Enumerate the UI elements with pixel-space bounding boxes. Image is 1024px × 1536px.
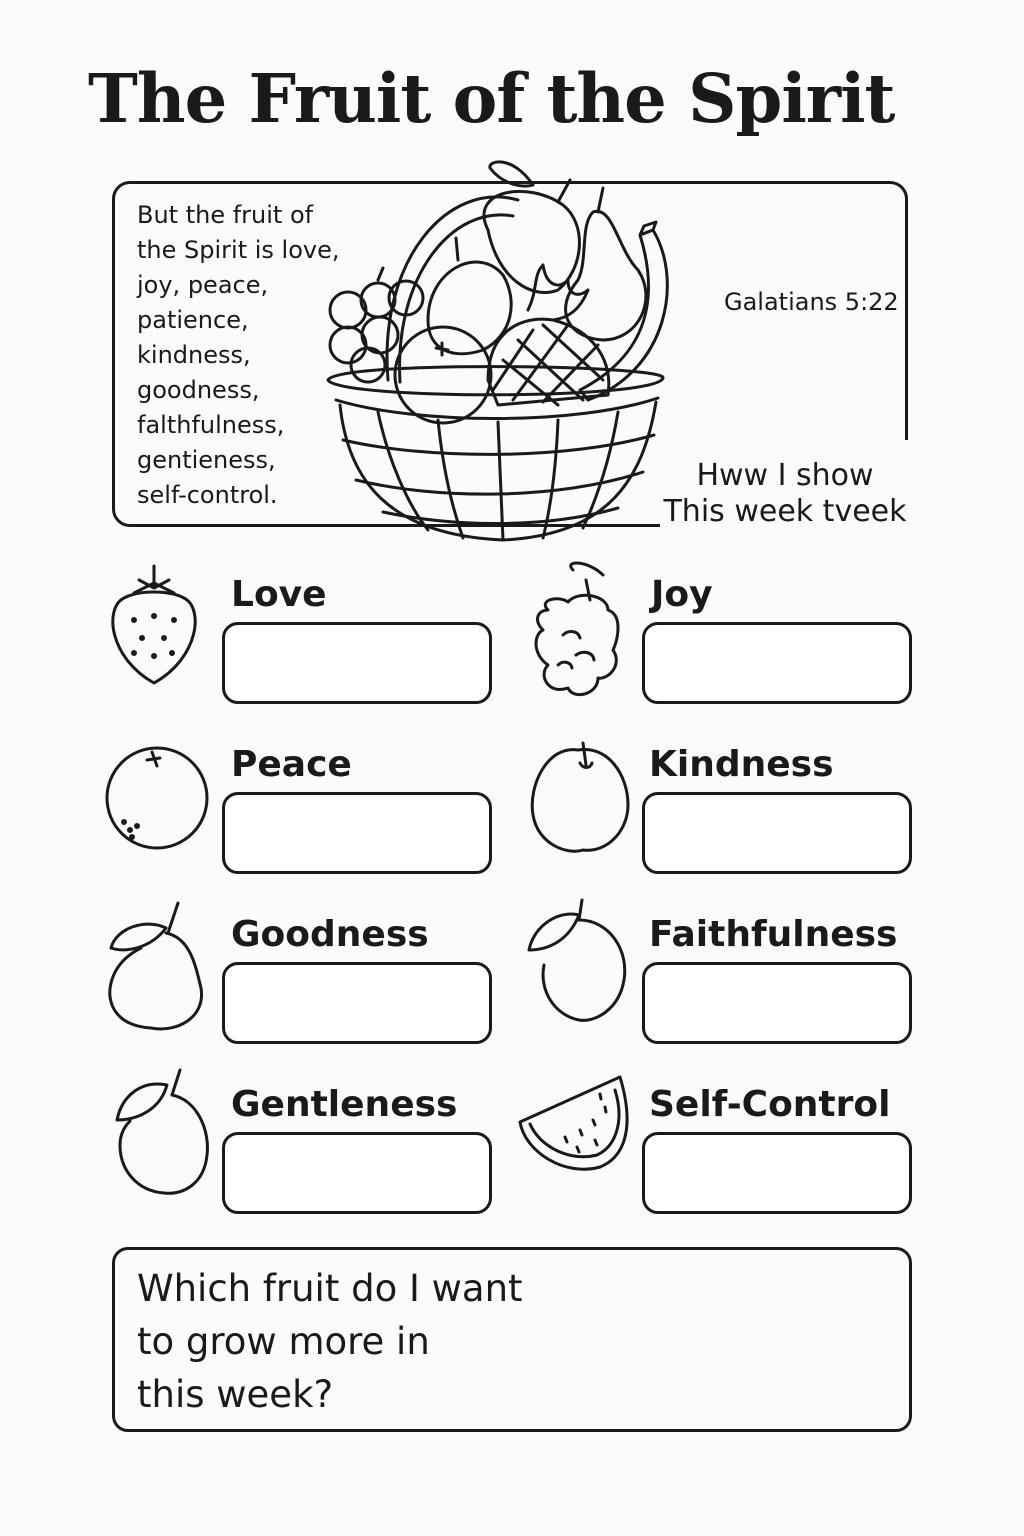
fruit-label-faithfulness: Faithfulness (649, 914, 898, 955)
kindness-answer-box[interactable] (642, 792, 912, 874)
verse-reference: Galatians 5:22 (724, 288, 899, 316)
grapes-icon (528, 560, 623, 705)
plum-icon (112, 1065, 212, 1200)
fruit-label-self-control: Self-Control (649, 1084, 891, 1125)
orange-icon (102, 740, 212, 855)
self-control-answer-box[interactable] (642, 1132, 912, 1214)
reflection-question: Which fruit do I want to grow more in this week? (137, 1267, 523, 1416)
fruit-label-love: Love (231, 574, 327, 615)
fruit-label-peace: Peace (231, 744, 352, 785)
love-answer-box[interactable] (222, 622, 492, 704)
fruit-basket-icon (318, 150, 688, 550)
how-show-caption: Hww I show This week tveek (663, 458, 907, 529)
faithfulness-answer-box[interactable] (642, 962, 912, 1044)
page-title: The Fruit of the Spirit (88, 59, 895, 138)
fruit-label-kindness: Kindness (649, 744, 834, 785)
strawberry-icon (104, 558, 204, 688)
fruit-label-goodness: Goodness (231, 914, 429, 955)
pear-icon (106, 898, 211, 1033)
joy-answer-box[interactable] (642, 622, 912, 704)
goodness-answer-box[interactable] (222, 962, 492, 1044)
fruit-label-joy: Joy (651, 574, 713, 615)
apple-icon (528, 735, 633, 860)
verse-text: But the fruit of the Spirit is love, joy, peace, patience, kindness, goodness, falthfulness, gentieness, self-control. (137, 201, 340, 509)
fruit-label-gentleness: Gentleness (231, 1084, 458, 1125)
peace-answer-box[interactable] (222, 792, 492, 874)
gentleness-answer-box[interactable] (222, 1132, 492, 1214)
lemon-icon (524, 895, 632, 1025)
watermelon-icon (515, 1072, 635, 1177)
